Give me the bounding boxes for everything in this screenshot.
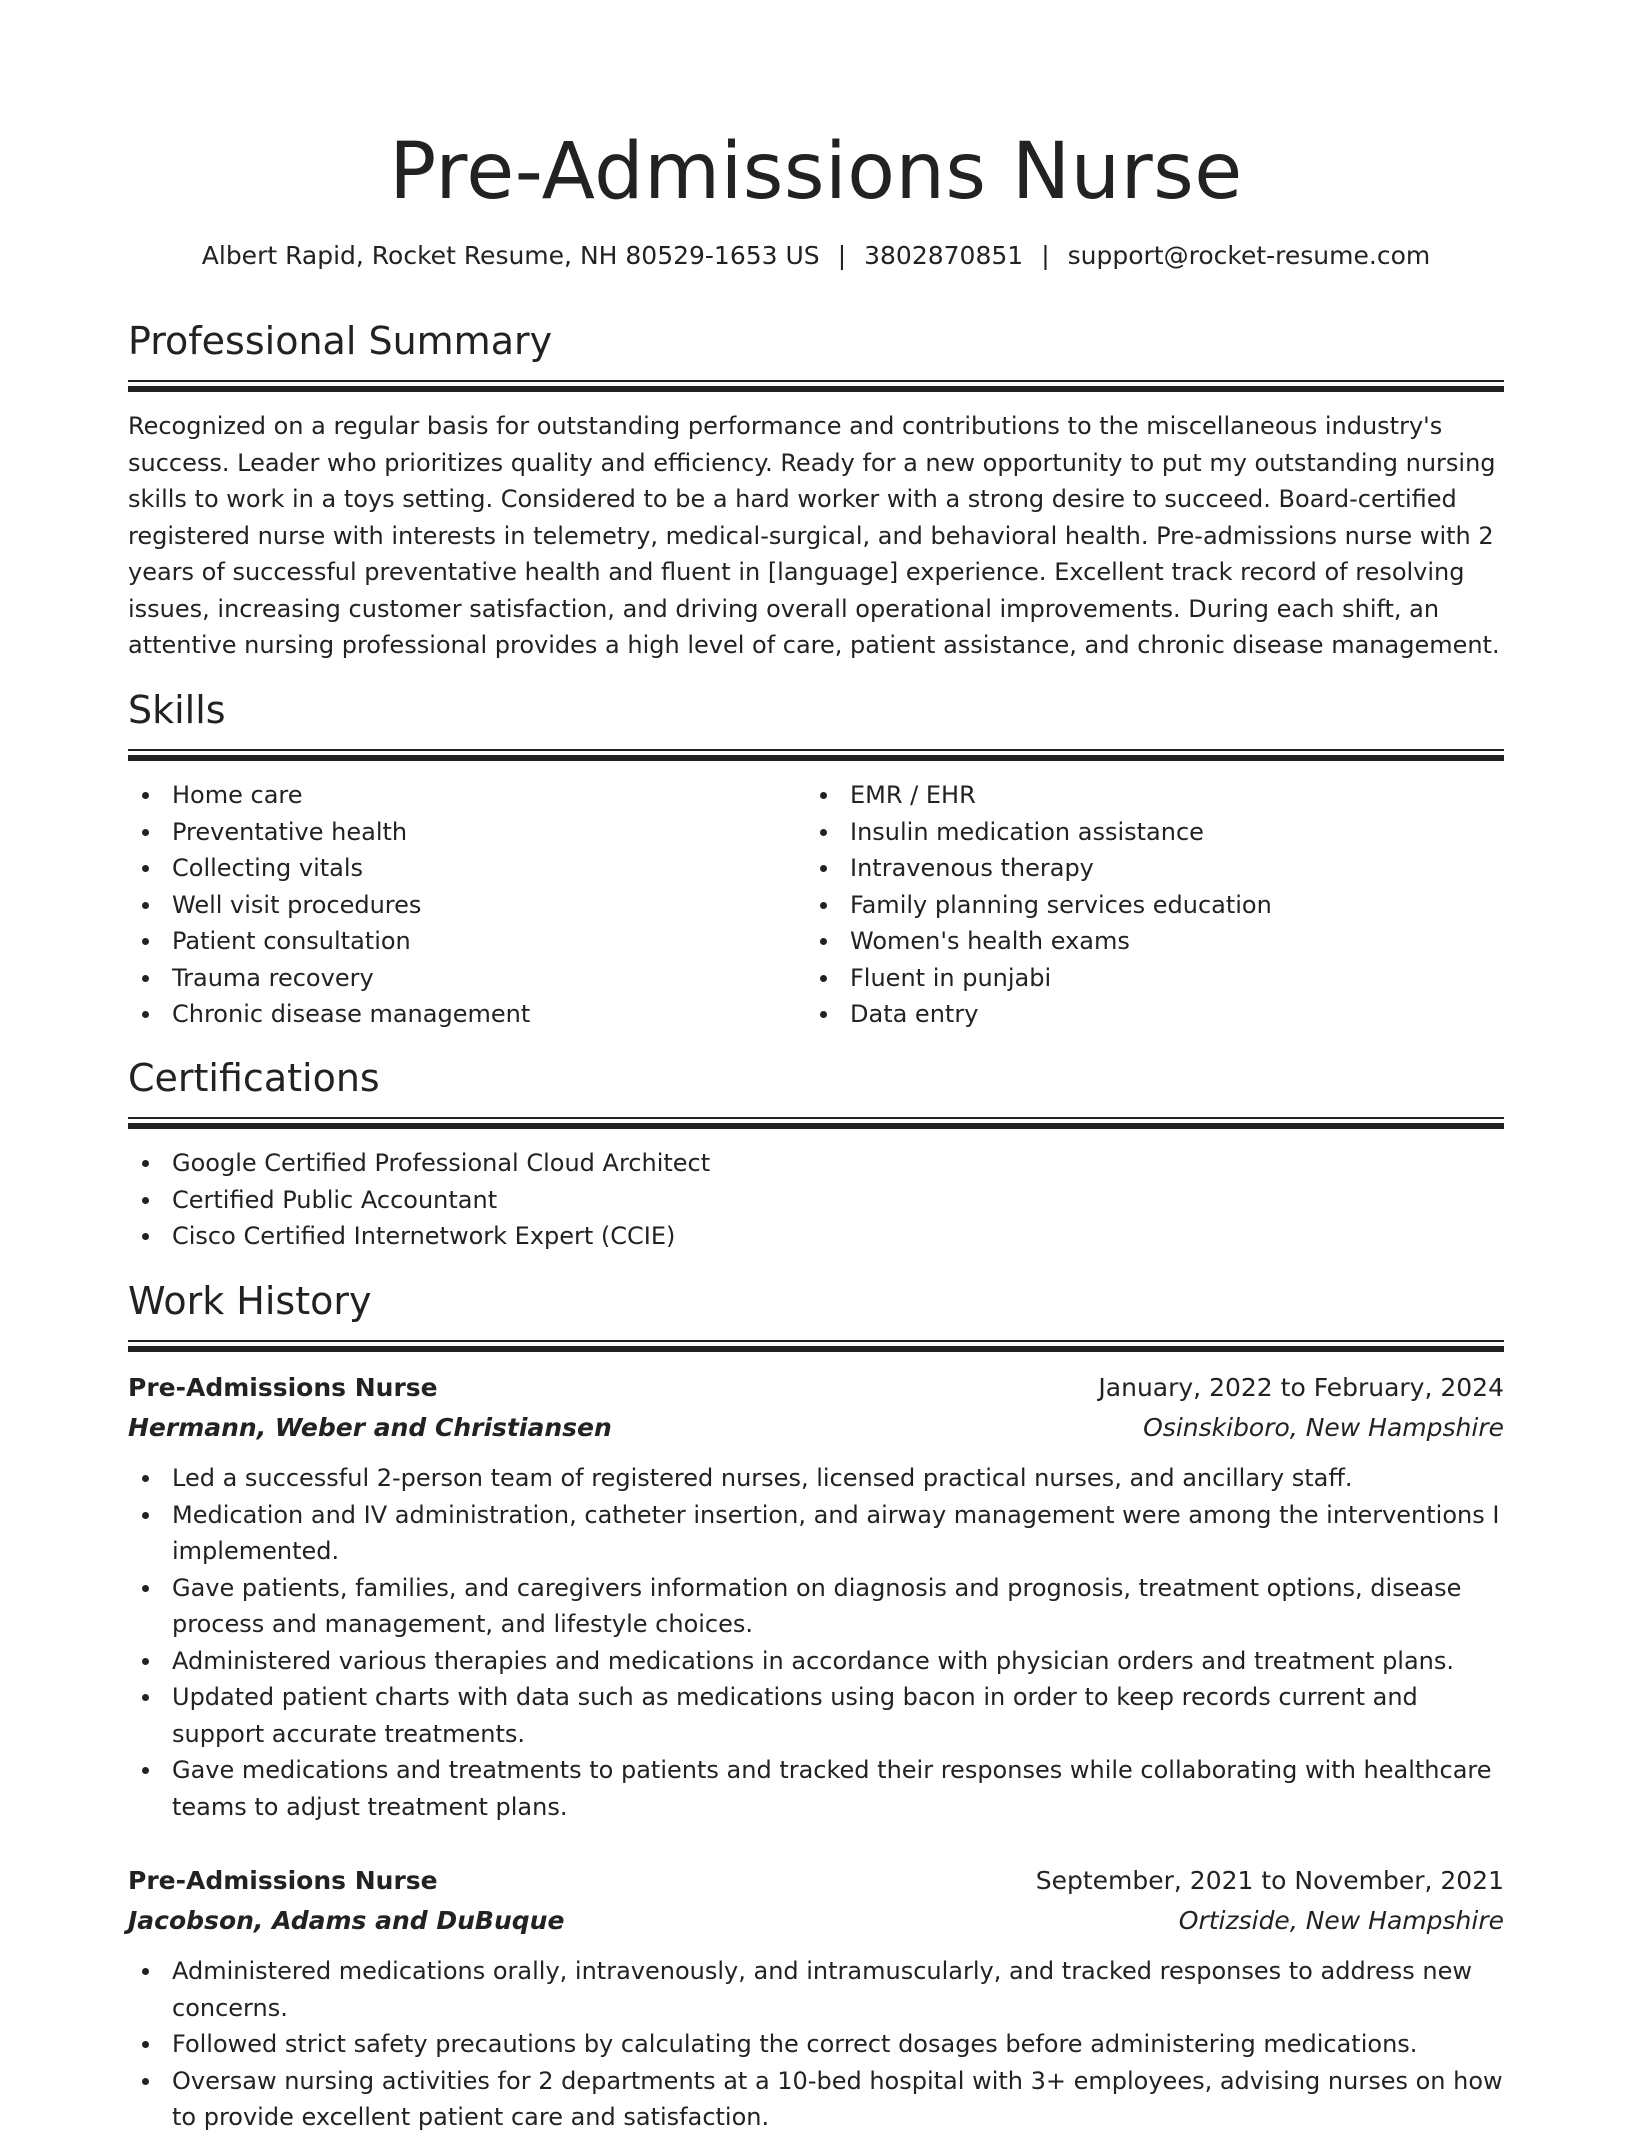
job-entry (128, 1368, 1504, 1825)
job-bullets (128, 1953, 1504, 2136)
section-heading: Skills (128, 688, 226, 732)
job-bullet: Followed strict safety precautions by calculating the correct dosages before administering medications. (128, 2026, 1504, 2063)
job-entry (128, 1861, 1504, 2136)
job-bullet: Led a successful 2-person team of registered nurses, licensed practical nurses, and ancillary staff. (128, 1460, 1504, 1497)
job-company: Jacobson, Adams and DuBuque (128, 1906, 565, 1935)
job-bullet: Gave medications and treatments to patients and tracked their responses while collaborating with healthcare teams to adjust treatment plans. (128, 1752, 1504, 1825)
certification-item: Cisco Certified Internetwork Expert (CCIE) (128, 1218, 1504, 1255)
job-subheader (128, 1901, 1504, 1941)
skill-item: Trauma recovery (128, 960, 806, 997)
skill-item: EMR / EHR (806, 777, 1484, 814)
section-divider (128, 1117, 1504, 1131)
job-location: Ortizside, New Hampshire (1178, 1906, 1504, 1935)
skills-list-right (806, 777, 1484, 1033)
certifications-section (128, 1053, 1504, 1255)
job-bullet: Administered various therapies and medications in accordance with physician orders and treatment plans. (128, 1643, 1504, 1680)
job-header (128, 1368, 1504, 1408)
job-subheader (128, 1408, 1504, 1448)
section-divider (128, 380, 1504, 394)
certifications-list (128, 1145, 1504, 1255)
contact-address: Albert Rapid, Rocket Resume, NH 80529-1653 US (201, 241, 820, 270)
skill-item: Data entry (806, 996, 1484, 1033)
certification-item: Certified Public Accountant (128, 1182, 1504, 1219)
summary-section (128, 316, 1504, 664)
skill-item: Patient consultation (128, 923, 806, 960)
job-title: Pre-Admissions Nurse (128, 1866, 438, 1895)
job-bullet: Medication and IV administration, catheter insertion, and airway management were among the interventions I implemented. (128, 1497, 1504, 1570)
job-bullet: Administered medications orally, intravenously, and intramuscularly, and tracked responses to address new concerns. (128, 1953, 1504, 2026)
contact-line (0, 238, 1632, 274)
certification-item: Google Certified Professional Cloud Architect (128, 1145, 1504, 1182)
skill-item: Women's health exams (806, 923, 1484, 960)
contact-phone: 3802870851 (864, 241, 1024, 270)
contact-separator: | (1041, 241, 1050, 270)
skill-item: Chronic disease management (128, 996, 806, 1033)
job-dates: January, 2022 to February, 2024 (1098, 1373, 1504, 1402)
work-history-section (128, 1276, 1504, 2136)
job-bullet: Updated patient charts with data such as medications using bacon in order to keep records current and support accurate treatments. (128, 1679, 1504, 1752)
section-heading: Certifications (128, 1056, 380, 1100)
job-bullets (128, 1460, 1504, 1825)
skills-columns (128, 777, 1504, 1033)
skill-item: Fluent in punjabi (806, 960, 1484, 997)
skill-item: Preventative health (128, 814, 806, 851)
job-header (128, 1861, 1504, 1901)
summary-text: Recognized on a regular basis for outstanding performance and contributions to the miscellaneous industry's success. Leader who prioritizes quality and efficiency. Ready for a new opportunity to put my outstanding nursing skills to work in a toys setting. Considered to be a hard worker with a strong desire to succeed. Board-certified registered nurse with interests in telemetry, medical-surgical, and behavioral health. Pre-admissions nurse with 2 years of successful preventative health and fluent in [language] experience. Excellent track record of resolving issues, increasing customer satisfaction, and driving overall operational improvements. During each shift, an attentive nursing professional provides a high level of care, patient assistance, and chronic disease management. (128, 412, 1500, 659)
section-heading: Work History (128, 1279, 372, 1323)
skill-item: Intravenous therapy (806, 850, 1484, 887)
section-heading: Professional Summary (128, 319, 553, 363)
job-company: Hermann, Weber and Christiansen (128, 1413, 612, 1442)
work-history-body (128, 1368, 1504, 2136)
skill-item: Family planning services education (806, 887, 1484, 924)
skills-list-left (128, 777, 806, 1033)
skills-section (128, 685, 1504, 1033)
section-divider (128, 749, 1504, 763)
skill-item: Home care (128, 777, 806, 814)
job-bullet: Oversaw nursing activities for 2 departments at a 10-bed hospital with 3+ employees, advising nurses on how to provide excellent patient care and satisfaction. (128, 2063, 1504, 2136)
skill-item: Insulin medication assistance (806, 814, 1484, 851)
resume-title: Pre-Admissions Nurse (389, 127, 1243, 217)
job-dates: September, 2021 to November, 2021 (1035, 1866, 1504, 1895)
skill-item: Well visit procedures (128, 887, 806, 924)
section-divider (128, 1340, 1504, 1354)
contact-separator: | (837, 241, 847, 270)
contact-email: support@rocket-resume.com (1067, 241, 1431, 270)
job-bullet: Gave patients, families, and caregivers information on diagnosis and prognosis, treatment options, disease process and management, and lifestyle choices. (128, 1570, 1504, 1643)
job-title: Pre-Admissions Nurse (128, 1373, 438, 1402)
skill-item: Collecting vitals (128, 850, 806, 887)
job-location: Osinskiboro, New Hampshire (1143, 1413, 1504, 1442)
